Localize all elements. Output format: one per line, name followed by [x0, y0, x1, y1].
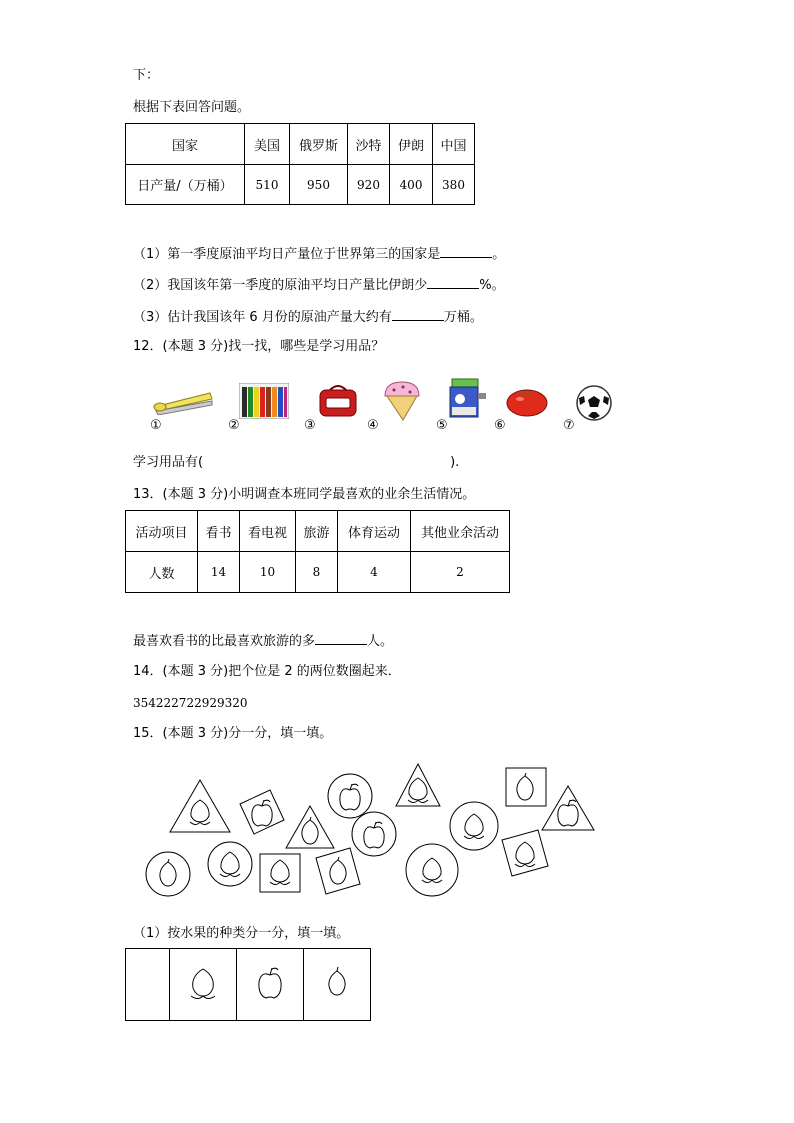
triangle-apple-shape	[542, 786, 594, 830]
activity-table	[125, 510, 510, 593]
table-header-cell: 伊朗	[390, 124, 433, 165]
question-text: 万桶。	[443, 310, 483, 325]
q14-title: 14．(本题 3 分)把个位是 2 的两位数圈起来．	[133, 664, 401, 679]
triangle-peach-shape	[170, 780, 230, 832]
question-text: （2）我国该年第一季度的原油平均日产量比伊朗少	[133, 278, 428, 293]
answer-suffix: ).	[450, 455, 460, 470]
oil-production-table	[125, 123, 475, 205]
q13-title: 13．(本题 3 分)小明调查本班同学最喜欢的业余生活情况。	[133, 487, 476, 502]
table-header-cell: 其他业余活动	[411, 511, 510, 552]
table-header-cell: 看书	[198, 511, 240, 552]
pencil-sharpener-icon	[446, 375, 490, 421]
table-cell: 4	[338, 552, 411, 593]
square-peach-shape	[502, 830, 548, 876]
item-label: ③	[304, 418, 316, 433]
table-cell[interactable]	[126, 949, 170, 1021]
item-label: ⑥	[494, 418, 506, 433]
stapler-icon	[150, 385, 216, 415]
table-header-cell: 俄罗斯	[290, 124, 348, 165]
table-header-cell: 活动项目	[126, 511, 198, 552]
answer-blank[interactable]	[315, 632, 367, 645]
intro-line-2: 根据下表回答问题。	[133, 100, 251, 115]
table-cell[interactable]	[237, 949, 304, 1021]
table-row-label: 日产量/（万桶）	[126, 165, 245, 205]
ice-cream-icon	[379, 378, 425, 424]
question-text: （1）第一季度原油平均日产量位于世界第三的国家是	[133, 247, 441, 262]
table-cell: 2	[411, 552, 510, 593]
q13-question	[133, 632, 393, 650]
circle-apple-shape	[352, 812, 396, 856]
item-label: ⑤	[436, 418, 448, 433]
q15-title: 15．(本题 3 分)分一分，填一填。	[133, 726, 333, 741]
table-header-cell: 中国	[433, 124, 475, 165]
table-cell: 920	[348, 165, 390, 205]
question-text: 人。	[367, 634, 394, 649]
table-header-cell: 看电视	[240, 511, 296, 552]
item-label: ①	[150, 418, 162, 433]
table-header-cell: 旅游	[296, 511, 338, 552]
table-header-cell: 沙特	[348, 124, 390, 165]
circle-peach-shape	[208, 842, 252, 886]
soccer-ball-icon	[575, 384, 613, 422]
table-cell[interactable]	[304, 949, 371, 1021]
question-text: %。	[479, 278, 505, 293]
schoolbag-icon	[316, 382, 360, 418]
square-apple-shape	[240, 790, 284, 834]
table-cell: 14	[198, 552, 240, 593]
oil-question-2	[133, 276, 505, 294]
item-label: ②	[228, 418, 240, 433]
q15-sub1: （1）按水果的种类分一分，填一填。	[133, 926, 350, 941]
oil-question-1	[133, 245, 505, 263]
lemon-icon	[317, 963, 357, 1003]
question-text: 最喜欢看书的比最喜欢旅游的多	[133, 634, 316, 649]
q14-digits[interactable]: 354222722929320	[133, 696, 248, 710]
q12-title: 12．(本题 3 分)找一找，哪些是学习用品？	[133, 339, 385, 354]
question-text: （3）估计我国该年 6 月份的原油产量大约有	[133, 310, 392, 325]
table-cell[interactable]	[170, 949, 237, 1021]
item-label: ④	[367, 418, 379, 433]
table-row-label: 人数	[126, 552, 198, 593]
question-text: 。	[492, 247, 506, 262]
answer-blank[interactable]	[427, 276, 479, 289]
oil-question-3	[133, 308, 483, 326]
peach-icon	[183, 963, 223, 1003]
table-cell: 380	[433, 165, 475, 205]
table-cell: 400	[390, 165, 433, 205]
table-header-cell: 美国	[245, 124, 290, 165]
apple-icon	[250, 963, 290, 1003]
tomato-icon	[505, 384, 549, 418]
table-cell: 950	[290, 165, 348, 205]
fruit-sort-table	[125, 948, 371, 1021]
table-cell: 8	[296, 552, 338, 593]
circle-lemon-shape	[146, 852, 190, 896]
table-cell: 10	[240, 552, 296, 593]
table-cell: 510	[245, 165, 290, 205]
fruit-shapes-figure	[140, 760, 610, 900]
square-peach-shape	[260, 854, 300, 892]
answer-prefix: 学习用品有(	[133, 455, 204, 470]
square-lemon-shape	[506, 768, 546, 806]
colored-pencils-icon	[239, 383, 289, 419]
answer-blank[interactable]	[392, 308, 444, 321]
square-lemon-shape	[316, 848, 360, 894]
triangle-peach-shape	[396, 764, 440, 806]
q12-answer-line	[133, 455, 459, 471]
table-header-cell: 国家	[126, 124, 245, 165]
circle-peach-shape	[450, 802, 498, 850]
circle-peach-shape	[406, 844, 458, 896]
circle-apple-shape	[328, 774, 372, 818]
table-header-cell: 体育运动	[338, 511, 411, 552]
triangle-lemon-shape	[286, 806, 334, 848]
item-label: ⑦	[563, 418, 575, 433]
answer-blank[interactable]	[440, 245, 492, 258]
intro-line-1: 下：	[133, 68, 160, 83]
